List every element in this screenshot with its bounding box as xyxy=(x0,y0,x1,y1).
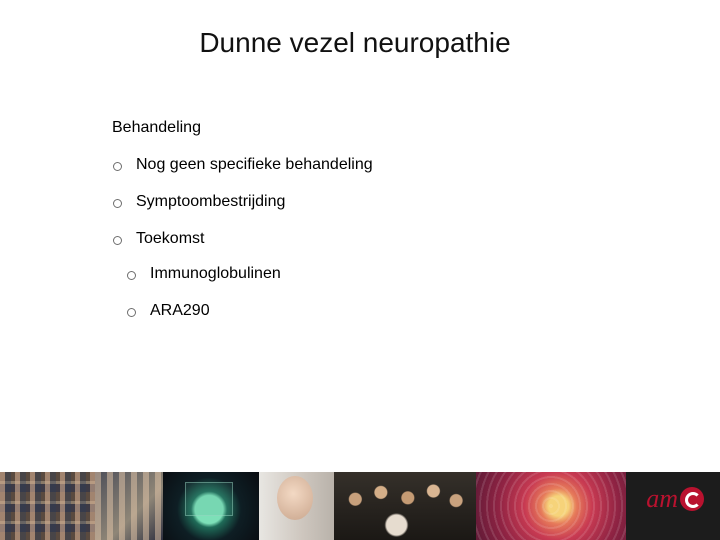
sub-bullet-item xyxy=(127,302,210,320)
bullet-text: Toekomst xyxy=(136,230,205,247)
footer-photo-banner xyxy=(0,472,720,540)
medical-scan-photo xyxy=(163,472,259,540)
anatomy-lesson-painting xyxy=(334,472,476,540)
bullet-text: Symptoombestrijding xyxy=(136,193,286,210)
slide-title: Dunne vezel neuropathie xyxy=(199,27,511,58)
lecture-hall-photo xyxy=(0,472,95,540)
bullet-item xyxy=(113,230,204,248)
person-photo xyxy=(259,472,334,540)
sub-bullet-item xyxy=(127,265,281,283)
logo-text: am xyxy=(646,484,678,513)
amc-logo xyxy=(646,486,704,512)
sub-bullet-text: ARA290 xyxy=(150,302,210,319)
bullet-marker-icon xyxy=(113,236,122,245)
logo-panel xyxy=(626,472,720,540)
bullet-marker-icon xyxy=(127,308,136,317)
bullet-item xyxy=(113,156,373,174)
logo-mark-icon xyxy=(680,487,704,511)
bullet-text: Nog geen specifieke behandeling xyxy=(136,156,373,173)
sub-bullet-text: Immunoglobulinen xyxy=(150,265,281,282)
audience-photo xyxy=(95,472,163,540)
bullet-marker-icon xyxy=(113,199,122,208)
bullet-marker-icon xyxy=(113,162,122,171)
slide-heading: Behandeling xyxy=(112,119,201,136)
bullet-marker-icon xyxy=(127,271,136,280)
microscopy-image xyxy=(476,472,626,540)
bullet-item xyxy=(113,193,285,211)
